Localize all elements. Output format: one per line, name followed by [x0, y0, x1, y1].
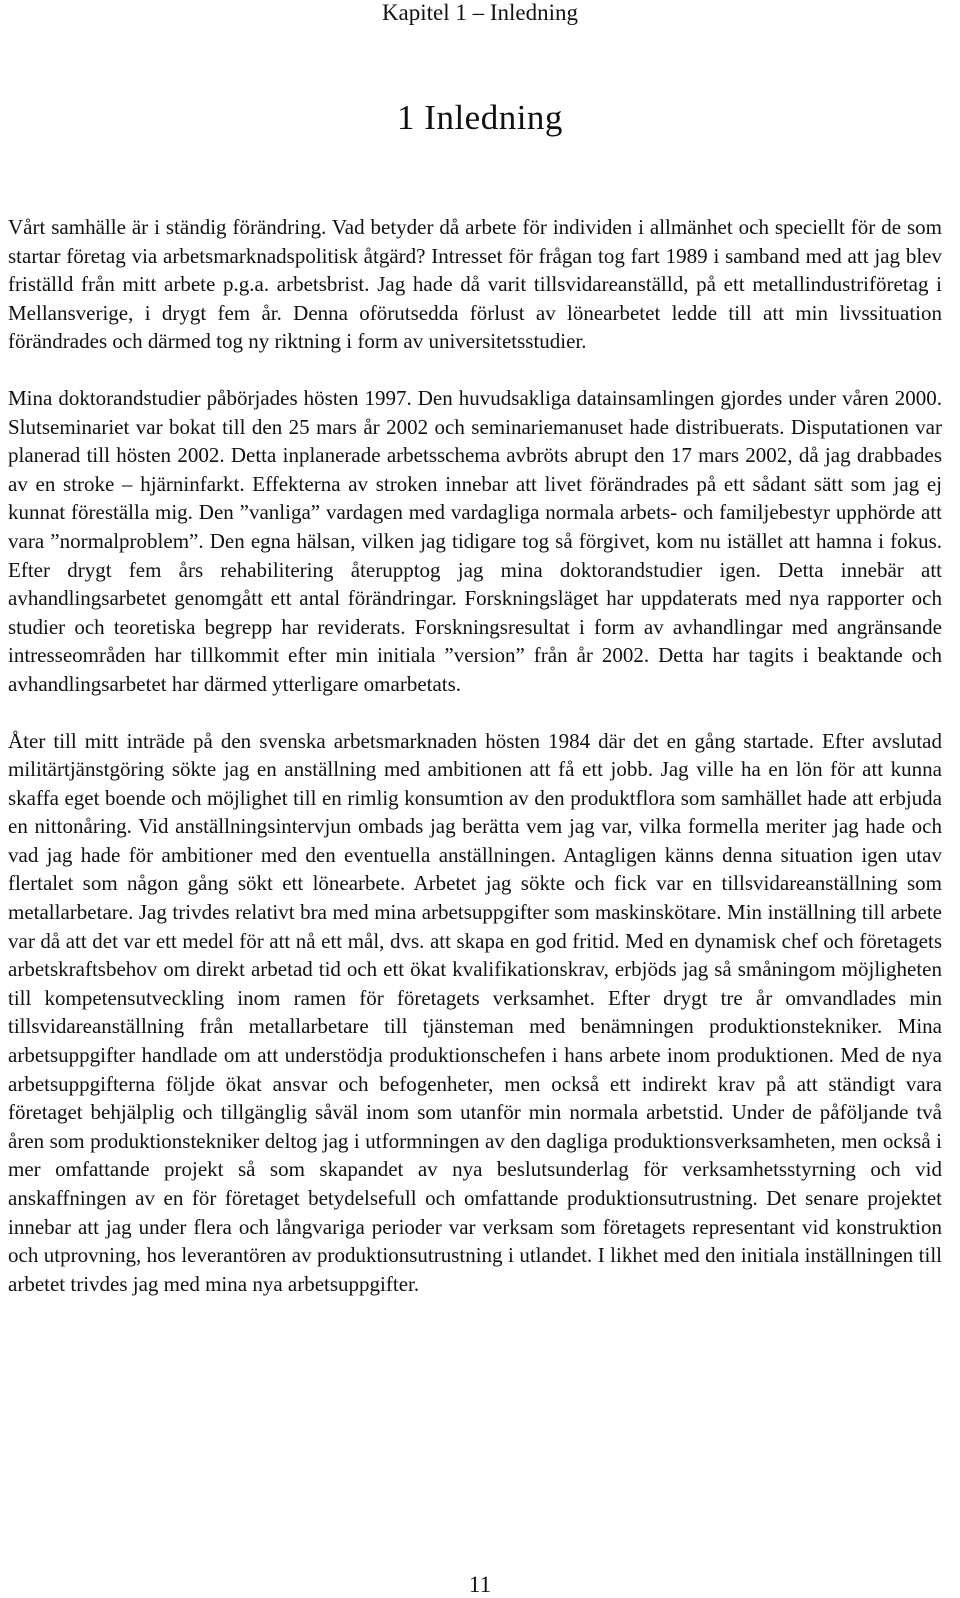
- chapter-title: 1 Inledning: [397, 98, 563, 137]
- running-header: Kapitel 1 – Inledning: [381, 0, 579, 25]
- paragraph-labour-market-entry: Åter till mitt inträde på den svenska arbetsmarknaden hösten 1984 där det en gång startade. Efter avslutad militärtjänstgöring sökte jag en anställning med ambitionen att få ett jobb. Jag ville ha en lön för att kunna skaffa eget boende och möjlighet till en rimlig konsumtion av den produktflora som samhället hade att erbjuda en nittonåring. Vid anställningsintervjun ombads jag berätta vem jag var, vilka formella meriter jag hade och vad jag hade för ambitioner med den eventuella anställningen. Antagligen känns denna situation igen utav flertalet som någon gång sökt ett lönearbete. Arbetet jag sökte och fick var en tillsvidareanställning som metallarbetare. Jag trivdes relativt bra med mina arbetsuppgifter som maskinskötare. Min inställning till arbete var då att det var ett medel för att nå ett mål, dvs. att skapa en god fritid. Med en dynamisk chef och företagets arbetskraftsbehov om direkt arbetad tid och ett ökat kvalifikationskrav, erbjöds jag så småningom möjligheten till kompetensutveckling inom ramen för företagets verksamhet. Efter drygt tre år omvandlades min tillsvidareanställning från metallarbetare till tjänsteman med benämningen produktionstekniker. Mina arbetsuppgifter handlade om att understödja produktionschefen i hans arbete inom produktionen. Med de nya arbetsuppgifterna följde ökat ansvar och befogenheter, men också ett indirekt krav på att ständigt vara företaget behjälplig och tillgänglig såväl inom som utanför min normala arbetstid. Under de påföljande två åren som produktionstekniker deltog jag i utformningen av den dagliga produktionsverksamheten, men också i mer omfattande projekt så som skapandet av nya beslutsunderlag för verksamhetsstyrning och vid anskaffningen av en för företaget betydelsefull och omfattande produktionsutrustning. Det senare projektet innebar att jag under flera och långvariga perioder var verksam som företagets representant vid konstruktion och utprovning, hos leverantören av produktionsutrustning i utlandet. I likhet med den initiala inställningen till arbetet trivdes jag med mina nya arbetsuppgifter.: [8, 728, 942, 1296]
- body-text: [8, 213, 942, 1298]
- page-number: 11: [468, 1572, 492, 1597]
- paragraph-intro: Vårt samhälle är i ständig förändring. Vad betyder då arbete för individen i allmänhet och speciellt för de som startar företag via arbetsmarknadspolitisk åtgärd? Intresset för frågan tog fart 1989 i samband med att jag blev friställd från mitt arbete p.g.a. arbetsbrist. Jag hade då varit tillsvidareanställd, på ett metallindustriföretag i Mellansverige, i drygt fem år. Denna oförutsedda förlust av lönearbetet ledde till att min livssituation förändrades och därmed tog ny riktning i form av universitetsstudier.: [8, 215, 942, 354]
- paragraph-doctoral-studies: Mina doktorandstudier påbörjades hösten 1997. Den huvudsakliga datainsamlingen gjordes under våren 2000. Slutseminariet var bokat till den 25 mars år 2002 och seminariemanuset hade distribuerats. Disputationen var planerad till hösten 2002. Detta inplanerade arbetsschema avbröts abrupt den 17 mars 2002, då jag drabbades av en stroke – hjärninfarkt. Effekterna av stroken innebar att livet förändrades på ett sådant sätt som jag ej kunnat föreställa mig. Den ”vanliga” vardagen med vardagliga normala arbets- och familjebestyr upphörde att vara ”normalproblem”. Den egna hälsan, vilken jag tidigare tog så förgivet, kom nu istället att hamna i fokus. Efter drygt fem års rehabilitering återupptog jag mina doktorandstudier igen. Detta innebär att avhandlingsarbetet genomgått ett antal förändringar. Forskningsläget har uppdaterats med nya rapporter och studier och teoretiska begrepp har reviderats. Forskningsresultat i form av avhandlingar med angränsande intresseområden har tillkommit efter min initiala ”version” från år 2002. Detta har tagits i beaktande och avhandlingsarbetet har därmed ytterligare omarbetats.: [8, 385, 942, 696]
